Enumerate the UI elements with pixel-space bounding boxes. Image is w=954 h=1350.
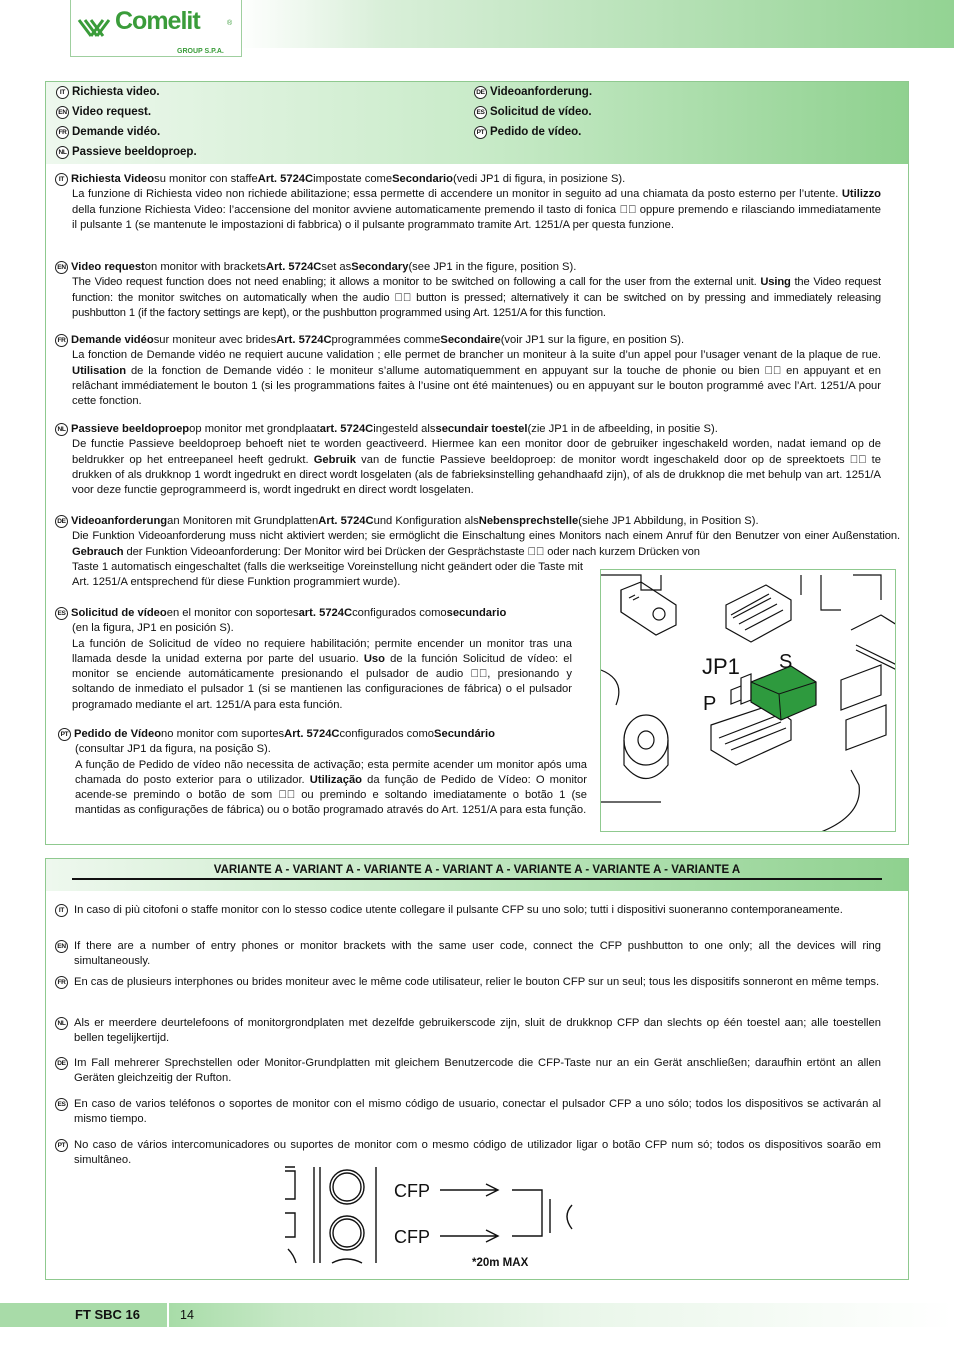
lang-badge-pt: PT (474, 126, 487, 139)
variante-text: Im Fall mehrerer Sprechstellen oder Monitor-Grundplatten mit gleichem Benutzercode die CFP-Taste nur an ein Gerät anschließen; daraufhin ertönt an allen Geräten gleichzeitig der Rufton. (74, 1057, 881, 1085)
variante-para-de (55, 1056, 881, 1087)
para-keyword: Gebruik (313, 453, 357, 466)
variante-header-band (46, 859, 908, 891)
para-mode: Nebensprechstelle (478, 515, 579, 527)
header-label-it: Richiesta video. (72, 86, 160, 98)
speaker-button-icon: ⊲⃒ (849, 453, 867, 466)
para-text: configurados como (352, 607, 447, 619)
position-p-label: P (703, 693, 717, 715)
section-header-band (46, 82, 908, 164)
cfp-wiring-drawing (280, 1163, 600, 1268)
para-text: set as (321, 261, 352, 273)
brand-name: Comelit (115, 7, 200, 35)
para-keyword: Utilisation (72, 364, 127, 377)
variante-text: En cas de plusieurs interphones ou brides moniteur avec le même code utilisateur, relier le bouton CFP sur un seul; tous les dispositifs sonneront en même temps. (74, 976, 880, 988)
cfp-label-2: CFP (394, 1227, 430, 1247)
para-text: en el monitor con soportes (166, 607, 299, 619)
para-body: La funzione di Richiesta video non richiede abilitazione; essa permette di accendere un monitor in seguito ad una chiamata da posto esterno per l’utente. (72, 188, 842, 201)
brand-group: GROUP S.P.A. (177, 48, 224, 55)
header-item-es (474, 105, 592, 120)
variante-para-en (55, 939, 881, 970)
para-body: van de functie Passieve beeldoproep: de monitor wordt ingeschakeld door op de spreektoets (356, 453, 850, 466)
variante-para-it (55, 903, 881, 918)
para-body: da função de Pedido de Vídeo: O monitor acende-se premindo o botão de som (75, 773, 587, 802)
para-mode: Secondaire (440, 334, 501, 346)
para-body: te drukken of als drukknop 1 wordt ingedrukt en direct wordt losgelaten (als de fabrieksinstelling gehandhaafd zijn), of als de drukknop die met behulp van art. 1251/A voor deze functie geprogrammeerd is, wordt ingedrukt en direct wordt losgelaten. (72, 453, 881, 497)
variante-text: In caso di più citofoni o staffe monitor con lo stesso codice utente collegare il pulsante CFP su uno solo; tutti i dispositivi suoneranno contemporaneamente. (74, 904, 843, 916)
variante-text: En caso de varios teléfonos o soportes de monitor con el mismo código de usuario, conectar el pulsador CFP a uno sólo; todos los dispositivos se activarán al mismo tiempo. (74, 1098, 881, 1126)
para-text: impostate come (313, 173, 393, 185)
para-text: su monitor con staffe (154, 173, 258, 185)
speaker-button-icon: ⊲⃒ (619, 203, 637, 216)
variante-text: No caso de vários intercomunicadores ou suportes de monitor com o mesmo código de utilizador ligar o botão CFP num só; todos os dispositivos soarão em simultâneo. (74, 1139, 881, 1167)
header-item-nl (56, 145, 197, 160)
circuit-board-drawing (601, 570, 896, 832)
para-body: (consultar JP1 da figura, na posição S). (75, 743, 271, 756)
para-text: no monitor com suportes (161, 728, 285, 740)
para-title: Pedido de Vídeo (74, 728, 162, 740)
speaker-button-icon: ⊲⃒ (764, 364, 782, 377)
para-keyword: Utilização (309, 773, 363, 786)
cfp-label-1: CFP (394, 1181, 430, 1201)
para-art: Art. 5724C (318, 515, 374, 527)
para-art: Art. 5724C (257, 173, 314, 185)
comelit-mark-icon (77, 16, 113, 40)
jp1-label: JP1 (702, 654, 740, 679)
para-text: programmées comme (331, 334, 441, 346)
para-body: La fonction de Demande vidéo ne requiert aucune validation ; elle permet de brancher un moniteur à la suite d’un appel pour l’usager venant de la plaque de rue. (72, 349, 881, 362)
para-body: , presionando y soltando de inmediato el pulsador 1 (si se mantienen las configuraciones de fábrica) o el pulsador programado mediante el art. 1251/A para esta función. (72, 668, 572, 711)
para-body: oder nach kurzem Drücken von (544, 545, 700, 558)
document-code: FT SBC 16 (0, 1303, 167, 1327)
para-body: oppure premendo e rilasciando immediatamente il pulsante 1 (se mantenute le impostazioni di fabbrica) o il pulsante programmato tramite Art. 1251/A per questa funzione. (72, 203, 882, 231)
variante-para-fr (55, 975, 881, 990)
para-body: Die Funktion Videoanforderung muss nicht aktiviert werden; sie ermöglicht die Einschaltung eines Monitors nach einem Anruf für den Benutzer von einer Außenstation. (72, 530, 900, 543)
para-keyword: Utilizzo (841, 188, 881, 201)
position-s-label: S (779, 651, 793, 673)
header-item-it (56, 85, 160, 100)
lang-badge-en: EN (55, 940, 68, 953)
header-item-en (56, 105, 151, 120)
para-title: Solicitud de vídeo (71, 607, 167, 619)
page-footer (0, 1303, 954, 1327)
para-text: (zie JP1 in de afbeelding, in positie S). (527, 423, 718, 435)
para-body: A função de Pedido de vídeo não necessita de activação; esta permite acender um monitor após uma chamada do posto exterior para o utilizador. (75, 758, 587, 786)
para-mode: secundair toestel (435, 423, 528, 435)
para-keyword: Using (760, 276, 791, 289)
para-title: Demande vidéo (71, 334, 154, 346)
header-label-nl: Passieve beeldoproep. (72, 146, 197, 158)
para-art: Art. 5724C (284, 728, 340, 740)
lang-badge-de: DE (474, 86, 487, 99)
para-body: der Funktion Videoanforderung: Der Monitor wird bei Drücken der Gesprächstaste (123, 545, 528, 558)
para-text: op monitor met grondplaat (189, 423, 320, 435)
header-item-de (474, 85, 592, 100)
header-item-pt (474, 125, 581, 140)
lang-badge-nl: NL (55, 1017, 68, 1030)
para-body: The Video request function does not need enabling; it allows a monitor to be switched on following a call for the user from the external unit. (72, 276, 761, 289)
variante-text: If there are a number of entry phones or monitor brackets with the same user code, connect the CFP pushbutton to one only; all the devices will ring simultaneously. (74, 940, 881, 968)
page-number: 14 (180, 1308, 194, 1322)
lang-badge-it: IT (55, 173, 68, 186)
speaker-button-icon: ⊲⃒ (394, 291, 412, 304)
para-text: ingesteld als (373, 423, 436, 435)
para-text: (vedi JP1 di figura, in posizione S). (453, 173, 626, 185)
lang-badge-es: ES (55, 1098, 68, 1111)
lang-badge-pt: PT (58, 728, 71, 741)
registered-mark: ® (227, 20, 233, 27)
para-body: de la fonction de Demande vidéo : le moniteur s’allume automatiquemment en appuyant sur la touche de phonie ou bien (126, 364, 765, 377)
para-body: ou premindo e soltando imediatamente o botão 1 (se mantidas as configurações de fábrica) ou o botão programado através do Art. 1251/A para esta função. (75, 789, 587, 817)
header-label-de: Videoanforderung. (490, 86, 593, 98)
para-text: configurados como (339, 728, 435, 740)
speaker-button-icon: ⊲⃒ (278, 789, 296, 802)
header-label-en: Video request. (72, 106, 152, 118)
para-body: La función de Solicitud de vídeo no requiere habilitación; permite encender un monitor tras una llamada desde la unidad externa por parte del usuario. (72, 637, 572, 665)
para-title: Video request (71, 261, 145, 273)
para-body: (en la figura, JP1 en posición S). (72, 622, 234, 635)
para-body: the Video request function: the monitor switches on automatically when the audio (72, 276, 882, 304)
para-text: sur moniteur avec brides (153, 334, 277, 346)
para-keyword: Gebrauch (72, 545, 124, 558)
lang-badge-nl: NL (55, 423, 68, 436)
para-mode: Secondary (351, 261, 409, 273)
para-title: Passieve beeldoproep (71, 423, 190, 435)
lang-badge-fr: FR (55, 976, 68, 989)
para-mode: Secundário (434, 728, 495, 740)
lang-badge-en: EN (56, 106, 69, 119)
lang-badge-nl: NL (56, 146, 69, 159)
lang-badge-en: EN (55, 261, 68, 274)
variante-para-nl (55, 1016, 881, 1047)
header-label-pt: Pedido de vídeo. (490, 126, 582, 138)
header-label-es: Solicitud de vídeo. (490, 106, 592, 118)
lang-badge-fr: FR (55, 334, 68, 347)
para-art: Art. 5724C (266, 261, 322, 273)
para-body: en appuyant et en relâchant immédiatement le bouton 1 (si les programmations faites à l’usine ont été maintenues) ou en appuyant sur le bouton programmé avec l’Art. 1251/A pour cette fonction. (72, 364, 881, 408)
lang-badge-es: ES (55, 607, 68, 620)
para-text: (siehe JP1 Abbildung, in Position S). (578, 515, 759, 527)
speaker-button-icon: ⊲⃒ (470, 668, 488, 681)
variante-text: Als er meerdere deurtelefoons of monitorgrondplaten met dezelfde gebruikerscode zijn, sluit de drukknop CFP dan slechts op één toestel aan; alle toestellen bellen tegelijkertijd. (74, 1017, 881, 1045)
lang-badge-de: DE (55, 1057, 68, 1070)
lang-badge-it: IT (55, 904, 68, 917)
para-body-continued: Taste 1 automatisch eingeschaltet (falls die werkseitige Voreinstellung nicht geändert oder die Taste mit Art. 1251/A entsprechend für diese Funktion programmiert wurde). (72, 560, 583, 589)
para-text: on monitor with brackets (144, 261, 267, 273)
speaker-button-icon: ⊲⃒ (527, 545, 545, 558)
para-body: De functie Passieve beeldoproep behoeft niet te worden geactiveerd. Hiermee kan een monitor door de gebruiker ingeschakeld worden, nadat iemand op de beldrukker op het entreepaneel heeft gedrukt. (72, 438, 881, 466)
para-text: an Monitoren mit Grundplatten (167, 515, 319, 527)
lang-badge-pt: PT (55, 1139, 68, 1152)
header-item-fr (56, 125, 160, 140)
para-mode: secundario (446, 607, 507, 619)
variante-para-es (55, 1097, 881, 1128)
footer-separator (167, 1303, 169, 1327)
lang-badge-fr: FR (56, 126, 69, 139)
jp1-jumper-figure (600, 569, 896, 832)
max-distance-label: *20m MAX (472, 1257, 529, 1269)
para-art: art. 5724C (298, 607, 353, 619)
comelit-logo (70, 0, 242, 57)
para-text: (voir JP1 sur la figure, en position S). (500, 334, 685, 346)
para-body: della funzione Richiesta Video: l’accensione del monitor avviene automaticamente premendo il tasto di fonica (72, 203, 620, 216)
para-mode: Secondario (392, 173, 454, 185)
para-keyword: Uso (363, 652, 385, 665)
para-body: de la función Solicitud de vídeo: el monitor se enciende automáticamente presionando el pulsador de audio (72, 652, 572, 681)
lang-badge-es: ES (474, 106, 487, 119)
para-art: art. 5724C (319, 423, 374, 435)
variante-title: VARIANTE A - VARIANT A - VARIANTE A - VARIANT A - VARIANTE A - VARIANTE A - VARIANTE A (72, 862, 882, 880)
para-title: Videoanforderung (71, 515, 168, 527)
lang-badge-it: IT (56, 86, 69, 99)
para-body: button is pressed; alternatively it can be switched on by pressing and immediately releasing pushbutton 1 (if the factory settings are kept), or the pushbutton programmed using Art. 1251/A for this function. (72, 291, 881, 319)
para-text: (see JP1 in the figure, position S). (408, 261, 577, 273)
para-text: und Konfiguration als (373, 515, 479, 527)
jumper-block (751, 666, 816, 720)
para-title: Richiesta Video (71, 173, 155, 185)
lang-badge-de: DE (55, 515, 68, 528)
header-label-fr: Demande vidéo. (72, 126, 161, 138)
para-art: Art. 5724C (276, 334, 332, 346)
cfp-wiring-figure (280, 1163, 600, 1268)
